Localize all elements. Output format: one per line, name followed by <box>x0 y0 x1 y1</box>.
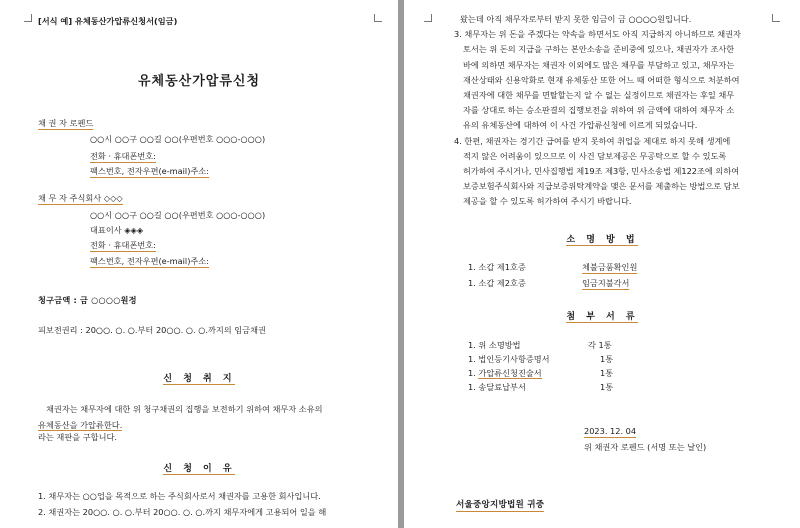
attachments-heading <box>404 309 800 322</box>
reason-line: 제공을 할 수 있도록 허가하여 주시기 바랍니다. <box>463 196 632 207</box>
attachment-label: 1. 송달료납부서 <box>468 382 526 392</box>
document-page-left <box>0 0 398 528</box>
document-page-right <box>404 0 800 528</box>
reason-line: 토서는 위 돈의 지급을 구하는 본안소송을 준비중에 있으나, 채권자가 조사한 <box>463 44 735 55</box>
creditor-label: 채 권 자 로펜드 <box>38 118 94 128</box>
purpose-heading-text: 신 청 취 지 <box>163 374 235 384</box>
margin-corner-mark <box>772 14 780 22</box>
reason-line: 채권자에 대한 채무를 면탈할는지 알 수 없는 실정이므로 채권자는 후일 채무 <box>463 90 735 101</box>
purpose-paragraph <box>38 402 323 446</box>
purpose-line-text: 유체동산을 가압류한다. <box>38 419 123 430</box>
document-title: 유체동산가압류신청 <box>137 74 261 89</box>
evidence-value: 체불금품확인원 <box>582 262 638 272</box>
evidence-item <box>468 278 526 289</box>
reason-line: 허가하여 주시거나, 민사집행법 제19조 제3항, 민사소송법 제122조에 의하여 <box>463 166 740 177</box>
reason-heading-text: 신 청 이 유 <box>163 464 235 474</box>
evidence-item <box>468 262 526 273</box>
debtor-label: 채 무 자 주식회사 ◇◇◇ <box>38 193 123 203</box>
reason-paragraph-continued <box>454 12 741 210</box>
attachments-heading-text: 첨 부 서 류 <box>566 312 638 322</box>
attachment-count: 1통 <box>600 382 614 392</box>
document-date: 2023. 12. 04 <box>584 426 637 436</box>
reason-paragraph-start <box>38 489 326 520</box>
evidence-value: 임금지불각서 <box>582 278 630 288</box>
debtor-address: ○○시 ○○구 ○○길 ○○(우편번호 ○○○-○○○) <box>90 210 266 220</box>
creditor-fax: 팩스번호, 전자우편(e-mail)주소: <box>90 166 209 176</box>
form-tag: [서식 예] 유체동산가압류신청서(임금) <box>38 16 178 26</box>
court-name: 서울중앙지방법원 귀중 <box>456 500 545 510</box>
creditor-address: ○○시 ○○구 ○○길 ○○(우편번호 ○○○-○○○) <box>90 134 266 144</box>
reason-line: 유의 유체동산에 대하여 이 사건 가압류신청에 이르게 되었습니다. <box>463 120 698 131</box>
evidence-heading <box>404 232 800 245</box>
attachment-label-text: 가압류신청진술서 <box>478 368 542 378</box>
debtor-ceo: 대표이사 ◈◈◈ <box>90 225 144 235</box>
evidence-label: 1. 소갑 제2호증 <box>468 278 526 288</box>
reason-line: 왔는데 아직 채무자로부터 받지 못한 임금이 금 ○○○○원입니다. <box>460 14 692 24</box>
reason-heading <box>0 461 398 474</box>
claim-amount: 청구금액 : 금 ○○○○원정 <box>38 295 137 305</box>
attachment-label: 1. 법인등기사항증명서 <box>468 354 550 364</box>
margin-corner-mark <box>24 14 32 22</box>
attachment-label: 1. 가압류신청진술서 <box>468 368 542 378</box>
reason-line: 보증보험주식회사와 지급보증위탁계약을 맺은 문서를 제출하는 방법으로 담보 <box>463 181 740 192</box>
attachment-count: 1통 <box>600 354 614 364</box>
reason-line: 2. 채권자는 20○○. ○. ○.부터 20○○. ○. ○.까지 채무자에게 고용되어 일을 해 <box>38 506 327 517</box>
evidence-label: 1. 소갑 제1호증 <box>468 262 526 272</box>
debtor-phone: 전화 · 휴대폰번호: <box>90 240 156 250</box>
attachment-count: 1통 <box>600 368 614 378</box>
reason-line: 적지 않은 어려움이 있으므로 이 사건 담보제공은 무공탁으로 할 수 있도록 <box>463 150 727 161</box>
attachment-count: 각 1통 <box>588 340 612 350</box>
reason-line: 재산상태와 신용악화로 현재 유체동산 또한 어느 때 어떠한 형식으로 처분하여 <box>463 74 740 85</box>
reason-line: 자를 상대로 하는 승소판결의 집행보전을 위하여 위 금액에 대하여 채무자 소 <box>463 105 735 116</box>
attachment-label: 1. 위 소명방법 <box>468 340 521 350</box>
margin-corner-mark <box>424 14 432 22</box>
reason-line: 바에 의하면 채무자는 채권자 이외에도 많은 채무를 부담하고 있고, 채무자는 <box>463 59 735 70</box>
reason-line: 1. 채무자는 ○○업을 목적으로 하는 주식회사로서 채권자를 고용한 회사입니다. <box>38 491 321 501</box>
purpose-line: 라는 재판을 구합니다. <box>38 432 117 443</box>
reason-line: 4. 한편, 채권자는 경기간 급여를 받지 못하여 취업을 제대로 하지 못해 생계에 <box>454 135 731 146</box>
purpose-heading <box>0 371 398 384</box>
reason-line: 3. 채무자는 위 돈을 주겠다는 약속을 하면서도 아직 지급하지 아니하므로 채권자 <box>454 29 741 40</box>
debtor-fax: 팩스번호, 전자우편(e-mail)주소: <box>90 256 209 266</box>
signature-line: 위 채권자 로펜드 (서명 또는 날인) <box>584 442 707 452</box>
evidence-heading-text: 소 명 방 법 <box>566 235 638 245</box>
creditor-phone: 전화 · 휴대폰번호: <box>90 151 156 161</box>
purpose-line: 채권자는 채무자에 대한 위 청구채권의 집행을 보전하기 위하여 채무자 소유의 <box>46 404 323 414</box>
margin-corner-mark <box>374 14 382 22</box>
secured-right: 피보전권리 : 20○○. ○. ○.부터 20○○. ○. ○.까지의 임금채권 <box>38 325 266 335</box>
